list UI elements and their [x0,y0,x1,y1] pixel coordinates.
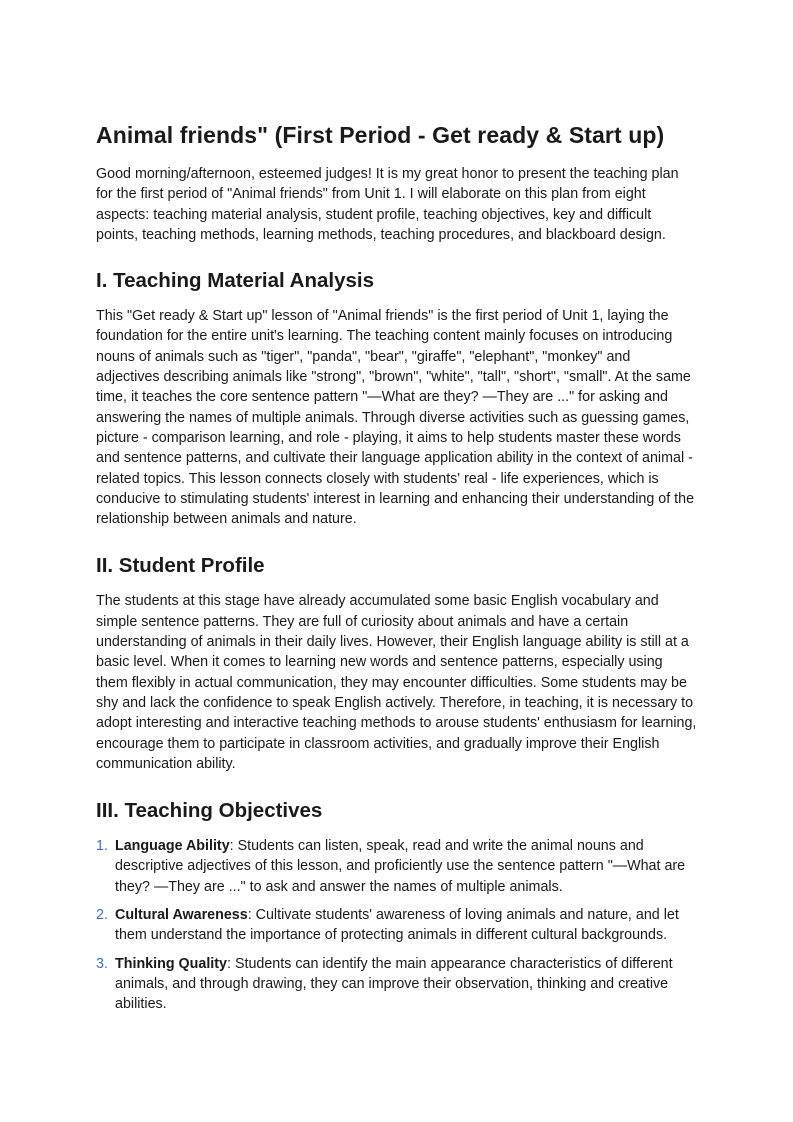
objective-text: : Students can identify the main appearance characteristics of different animals, and through drawing, they can improve their observation, thinking and creative abilities. [115,955,673,1013]
list-item [96,954,697,1015]
section-student-profile [96,553,697,774]
section-heading: I. Teaching Material Analysis [96,269,374,293]
section-teaching-material-analysis [96,268,697,529]
section-body: The students at this stage have already accumulated some basic English vocabulary and simple sentence patterns. They are full of curiosity about animals and have a certain understanding of animals in their daily lives. However, their English language ability is still at a basic level. When it comes to learning new words and sentence patterns, especially using them flexibly in actual communication, they may encounter difficulties. Some students may be shy and lack the confidence to speak English actively. Therefore, in teaching, it is necessary to adopt interesting and interactive teaching methods to arouse students' enthusiasm for learning, encourage them to participate in classroom activities, and gradually improve their English communication ability. [96,593,697,772]
section-heading: II. Student Profile [96,554,265,578]
list-number: 1. [96,838,108,855]
page-title: Animal friends" (First Period - Get ready & Start up) [96,122,665,148]
section-heading: III. Teaching Objectives [96,799,323,823]
objective-label: Language Ability [115,838,230,855]
objectives-list [96,836,697,1014]
intro-paragraph: Good morning/afternoon, esteemed judges! It is my great honor to present the teaching plan for the first period of "Animal friends" from Unit 1. I will elaborate on this plan from eight aspects: teaching material analysis, student profile, teaching objectives, key and difficult points, teaching methods, learning methods, teaching procedures, and blackboard design. [96,166,679,243]
list-item [96,905,697,946]
section-body: This "Get ready & Start up" lesson of "Animal friends" is the first period of Unit 1, laying the foundation for the entire unit's learning. The teaching content mainly focuses on introducing nouns of animals such as "tiger", "panda", "bear", "giraffe", "elephant", "monkey" and adjectives describing animals like "strong", "brown", "white", "tall", "short", "small". At the same time, it teaches the core sentence pattern "—What are they? —They are ..." for asking and answering the names of multiple animals. Through diverse activities such as guessing games, picture - comparison learning, and role - playing, it aims to help students master these words and sentence patterns, and cultivate their language application ability in the context of animal - related topics. This lesson connects closely with students' real - life experiences, which is conducive to stimulating students' interest in learning and enhancing their understanding of the relationship between animals and nature. [96,308,695,528]
objective-label: Cultural Awareness [115,907,248,924]
list-number: 2. [96,907,108,924]
objective-text: : Students can listen, speak, read and write the animal nouns and descriptive adjectives of this lesson, and proficiently use the sentence pattern "—What are they? —They are ..." to ask and answer the names of multiple animals. [115,838,686,895]
section-teaching-objectives [96,798,697,1014]
list-number: 3. [96,955,108,972]
objective-label: Thinking Quality [115,955,227,972]
list-item [96,836,697,897]
objective-text: : Cultivate students' awareness of loving animals and nature, and let them understand the importance of protecting animals in different cultural backgrounds. [115,907,679,944]
